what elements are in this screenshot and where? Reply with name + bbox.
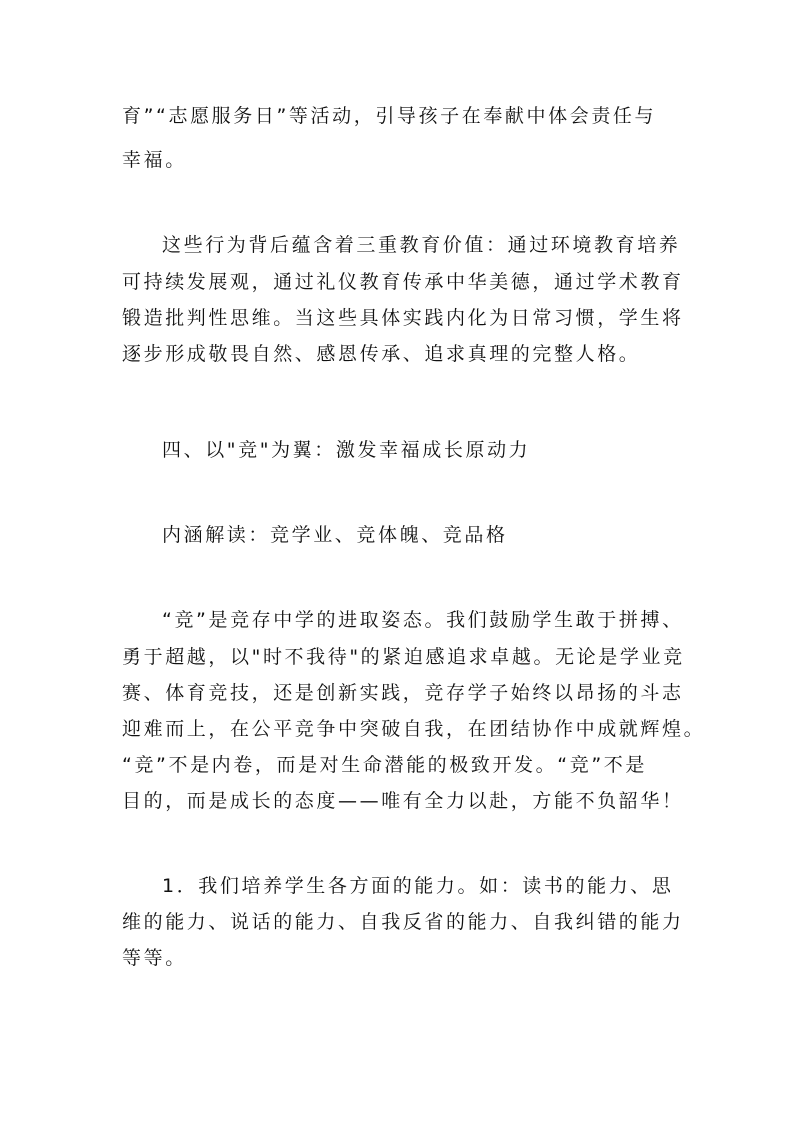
section-heading: 四、以"竞"为翼：激发幸福成长原动力 — [162, 439, 531, 461]
paragraph-line: “竞”是竞存中学的进取姿态。我们鼓励学生敢于拼搏、 — [162, 609, 684, 631]
paragraph-line: 锻造批判性思维。当这些具体实践内化为日常习惯，学生将 — [122, 307, 684, 329]
paragraph-line: 逐步形成敬畏自然、感恩传承、追求真理的完整人格。 — [122, 343, 641, 365]
paragraph-line: 育”“志愿服务日”等活动，引导孩子在奉献中体会责任与 — [122, 105, 657, 127]
paragraph-line: 赛、体育竞技，还是创新实践，竞存学子始终以昂扬的斗志 — [122, 682, 684, 704]
paragraph-line: 维的能力、说话的能力、自我反省的能力、自我纠错的能力 — [122, 911, 684, 933]
paragraph-line: 目的，而是成长的态度——唯有全力以赴，方能不负韶华！ — [122, 790, 684, 812]
paragraph-line: 勇于超越，以"时不我待"的紧迫感追求卓越。无论是学业竞 — [122, 646, 685, 668]
paragraph-line: 这些行为背后蕴含着三重教育价值：通过环境教育培养 — [162, 234, 681, 256]
paragraph-line: 可持续发展观，通过礼仪教育传承中华美德，通过学术教育 — [122, 271, 684, 293]
paragraph-line: 1．我们培养学生各方面的能力。如：读书的能力、思 — [162, 875, 674, 897]
paragraph-line: 幸福。 — [122, 149, 187, 171]
paragraph-line: “竞”不是内卷，而是对生命潜能的极致开发。“竞”不是 — [122, 754, 647, 776]
paragraph-line: 迎难而上，在公平竞争中突破自我，在团结协作中成就辉煌。 — [122, 718, 706, 740]
paragraph-line: 等等。 — [122, 947, 187, 969]
section-subheading: 内涵解读：竞学业、竞体魄、竞品格 — [162, 524, 508, 546]
